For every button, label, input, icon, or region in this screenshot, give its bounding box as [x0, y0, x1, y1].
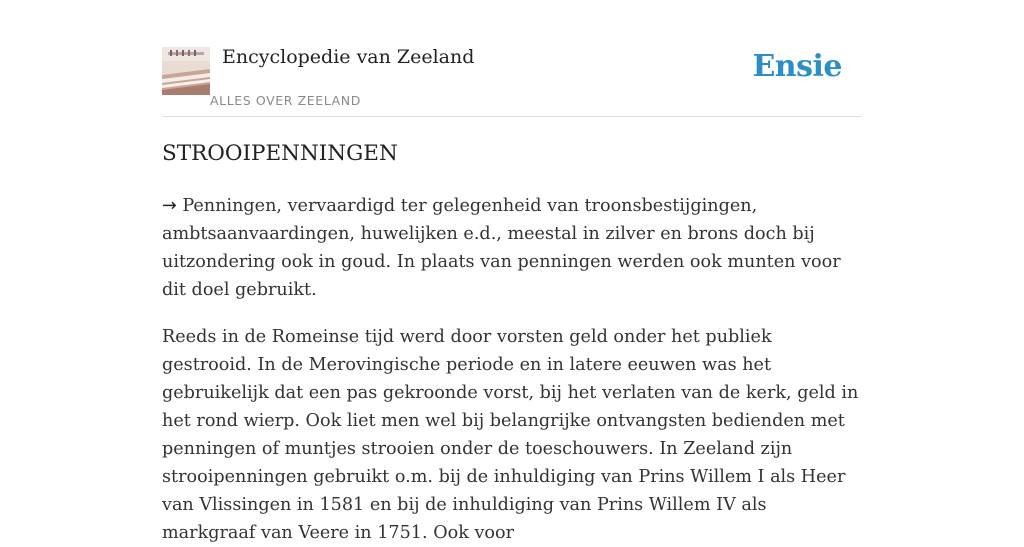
article-paragraph-1 — [162, 192, 862, 304]
site-avatar[interactable] — [162, 47, 210, 95]
site-header — [162, 0, 862, 117]
paragraph-1-text: Penningen, vervaardigd ter gelegenheid van troonsbestijgingen, ambtsaanvaardingen, huwelijken e.d., meestal in zilver en brons doch bij uitzondering ook in goud. In plaats van penningen werden ook munten voor dit doel gebruikt. — [162, 196, 841, 300]
book-photo-icon — [162, 47, 210, 95]
arrow-right-icon: → — [162, 196, 177, 216]
ensie-logo-link[interactable]: Ensie — [752, 49, 842, 84]
site-subtitle: ALLES OVER ZEELAND — [210, 93, 361, 108]
site-title-link[interactable]: Encyclopedie van Zeeland — [222, 46, 475, 68]
page — [162, 0, 862, 543]
article-paragraph-2: Reeds in de Romeinse tijd werd door vorsten geld onder het publiek gestrooid. In de Merovingische periode en in latere eeuwen was het gebruikelijk dat een pas gekroonde vorst, bij het verlaten van de kerk, geld in het rond wierp. Ook liet men wel bij belangrijke ontvangsten bedienden met penningen of muntjes strooien onder de toeschouwers. In Zeeland zijn strooipenningen gebruikt o.m. bij de inhuldiging van Prins Willem I als Heer van Vlissingen in 1581 en bij de inhuldiging van Prins Willem IV als markgraaf van Veere in 1751. Ook voor — [162, 327, 859, 543]
article-title: STROOIPENNINGEN — [162, 141, 398, 166]
